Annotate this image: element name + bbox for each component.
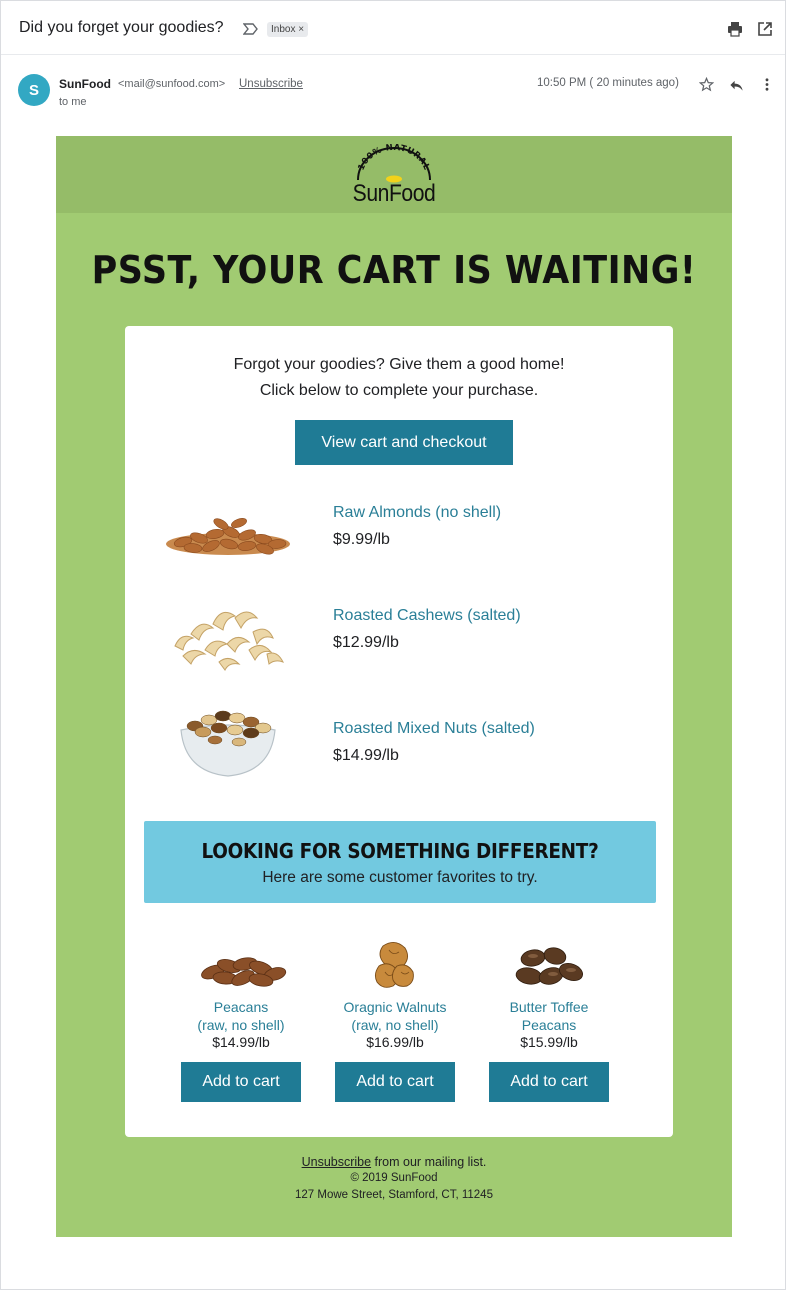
avatar: S — [18, 74, 50, 106]
logo-wordmark: SunFood — [352, 180, 436, 207]
favorite-name[interactable] — [479, 998, 619, 1034]
reply-icon[interactable] — [729, 78, 744, 93]
view-cart-checkout-button[interactable]: View cart and checkout — [295, 420, 513, 465]
favorite-price: $16.99/lb — [366, 1034, 424, 1050]
header-unsubscribe-link[interactable]: Unsubscribe — [239, 78, 303, 90]
favorite-name[interactable] — [325, 998, 465, 1034]
walnuts-image[interactable] — [345, 936, 445, 994]
print-icon[interactable] — [727, 21, 743, 37]
favorite-product — [479, 936, 619, 1102]
logo-arc-text: 100% NATURAL — [356, 144, 432, 172]
footer-copyright: © 2019 SunFood — [350, 1172, 438, 1184]
favorite-product — [171, 936, 311, 1102]
mixed-nuts-bowl-image[interactable] — [163, 700, 293, 780]
cart-item-name[interactable]: Raw Almonds (no shell) — [333, 504, 502, 521]
email-subject: Did you forget your goodies? — [19, 19, 224, 36]
star-icon[interactable] — [699, 77, 714, 92]
favorite-name-line[interactable]: (raw, no shell) — [351, 1017, 439, 1033]
sender-name: SunFood — [59, 77, 111, 91]
cart-item-price: $14.99/lb — [333, 747, 399, 764]
cashews-image[interactable] — [163, 594, 293, 674]
pecans-image[interactable] — [191, 936, 291, 994]
cart-item-name[interactable]: Roasted Mixed Nuts (salted) — [333, 720, 535, 737]
banner-title: LOOKING FOR SOMETHING DIFFERENT? — [201, 839, 599, 863]
butter-toffee-pecans-image[interactable] — [499, 936, 599, 994]
add-to-cart-button[interactable]: Add to cart — [181, 1062, 301, 1102]
favorite-name-line[interactable]: (raw, no shell) — [197, 1017, 285, 1033]
subject-bar — [1, 1, 785, 55]
favorite-name-line[interactable]: Oragnic Walnuts — [343, 999, 447, 1015]
timestamp: 10:50 PM ( 20 minutes ago) — [537, 77, 679, 89]
add-to-cart-button[interactable]: Add to cart — [489, 1062, 609, 1102]
recipient-label[interactable]: to me — [59, 96, 87, 108]
cart-item-price: $9.99/lb — [333, 531, 390, 548]
footer-unsubscribe-link[interactable]: Unsubscribe — [301, 1155, 372, 1169]
favorite-price: $14.99/lb — [212, 1034, 270, 1050]
favorite-price: $15.99/lb — [520, 1034, 578, 1050]
important-marker-icon[interactable] — [243, 21, 259, 37]
recommendations-banner — [144, 821, 656, 903]
favorite-name[interactable] — [171, 998, 311, 1034]
content-card — [125, 326, 673, 1137]
more-options-icon[interactable] — [761, 77, 773, 92]
open-in-new-window-icon[interactable] — [757, 21, 773, 37]
cart-item-name[interactable]: Roasted Cashews (salted) — [333, 607, 521, 624]
favorite-product — [325, 936, 465, 1102]
favorite-name-line[interactable]: Peacans — [521, 1017, 577, 1033]
sender-email: <mail@sunfood.com> — [118, 78, 226, 90]
footer-mailing-text: from our mailing list. — [371, 1155, 487, 1169]
sun-arc-icon — [344, 144, 444, 184]
cart-item-price: $12.99/lb — [333, 634, 399, 651]
favorite-name-line[interactable]: Butter Toffee — [509, 999, 589, 1015]
email-body — [56, 136, 732, 1237]
banner-subtitle: Here are some customer favorites to try. — [262, 869, 538, 886]
add-to-cart-button[interactable]: Add to cart — [335, 1062, 455, 1102]
footer-address: 127 Mowe Street, Stamford, CT, 11245 — [295, 1189, 493, 1201]
sunfood-logo[interactable] — [344, 144, 444, 208]
almonds-image[interactable] — [163, 496, 293, 576]
favorite-name-line[interactable]: Peacans — [213, 999, 269, 1015]
intro-line-2: Click below to complete your purchase. — [259, 382, 539, 399]
headline: PSST, YOUR CART IS WAITING! — [91, 248, 697, 292]
footer-unsubscribe-line — [56, 1155, 732, 1169]
logo-band — [56, 136, 732, 213]
inbox-label-chip[interactable]: Inbox × — [267, 22, 308, 37]
intro-line-1: Forgot your goodies? Give them a good home! — [233, 356, 565, 373]
